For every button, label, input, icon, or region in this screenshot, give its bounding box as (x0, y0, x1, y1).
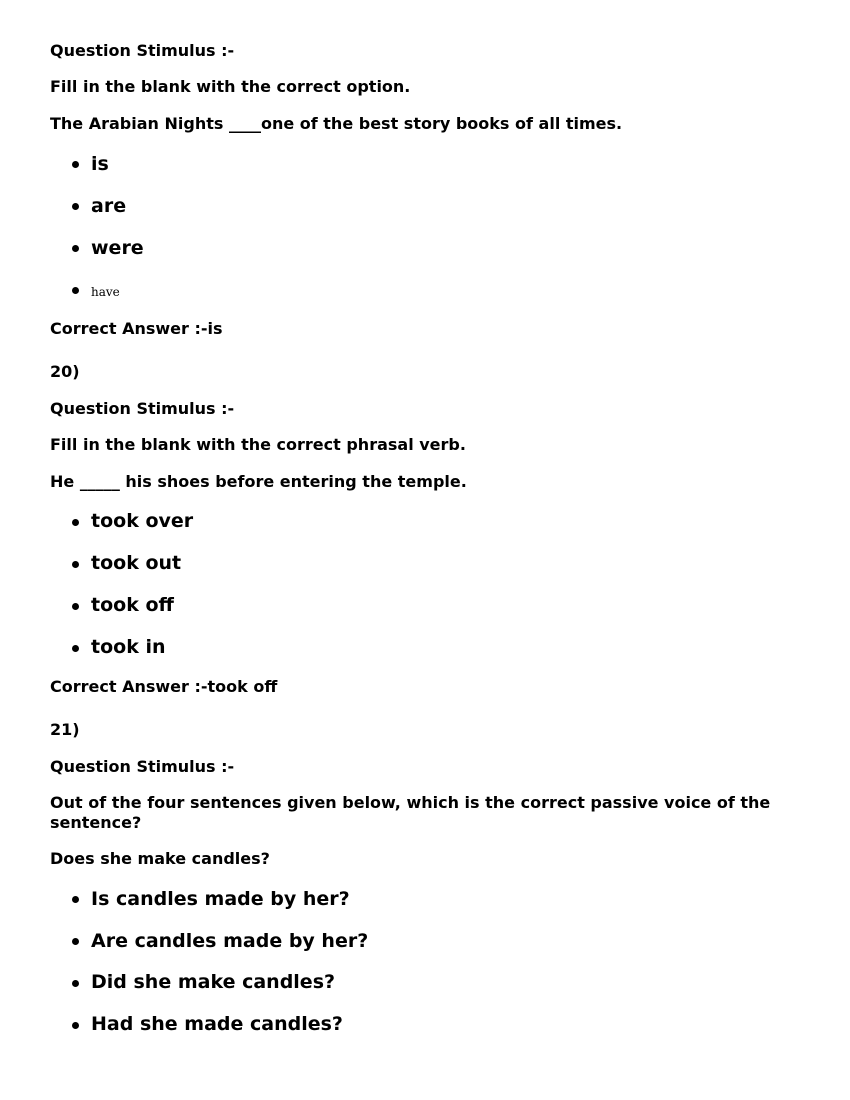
q20-stimulus-label: Question Stimulus :- (50, 399, 235, 418)
q19-stimulus-label: Question Stimulus :- (50, 41, 235, 60)
q21-option-4-bullet (72, 1022, 79, 1029)
q21-option-2: Are candles made by her? (91, 930, 369, 952)
q19-option-4-bullet (72, 287, 79, 294)
q20-correct-answer: Correct Answer :-took off (50, 677, 278, 696)
q21-number: 21) (50, 720, 80, 739)
q19-option-1-bullet (72, 161, 79, 168)
q19-option-2: are (91, 195, 127, 217)
q20-option-4: took in (91, 636, 166, 658)
q20-number: 20) (50, 362, 80, 381)
q21-option-1: Is candles made by her? (91, 888, 350, 910)
q19-option-3: were (91, 237, 144, 259)
q20-option-4-bullet (72, 645, 79, 652)
q20-option-1-bullet (72, 519, 79, 526)
q21-option-4: Had she made candles? (91, 1013, 343, 1035)
q20-sentence: He _____ his shoes before entering the temple. (50, 472, 467, 491)
q21-stimulus-label: Question Stimulus :- (50, 757, 235, 776)
q21-instruction: Out of the four sentences given below, which is the correct passive voice of the sentence? (50, 793, 771, 832)
q20-option-3: took off (91, 594, 174, 616)
q21-option-3-bullet (72, 980, 79, 987)
q20-option-2-bullet (72, 561, 79, 568)
q20-option-3-bullet (72, 603, 79, 610)
q19-option-2-bullet (72, 203, 79, 210)
q20-instruction: Fill in the blank with the correct phrasal verb. (50, 435, 466, 454)
q20-option-1: took over (91, 510, 194, 532)
q21-option-1-bullet (72, 896, 79, 903)
q21-option-2-bullet (72, 938, 79, 945)
q19-sentence: The Arabian Nights ____one of the best story books of all times. (50, 114, 623, 133)
q21-sentence: Does she make candles? (50, 849, 270, 868)
q19-option-1: is (91, 153, 109, 175)
q20-option-2: took out (91, 552, 182, 574)
q19-correct-answer: Correct Answer :-is (50, 319, 223, 338)
q19-option-4: have (91, 285, 120, 299)
q21-option-3: Did she make candles? (91, 971, 336, 993)
q19-option-3-bullet (72, 245, 79, 252)
q19-instruction: Fill in the blank with the correct option. (50, 77, 411, 96)
